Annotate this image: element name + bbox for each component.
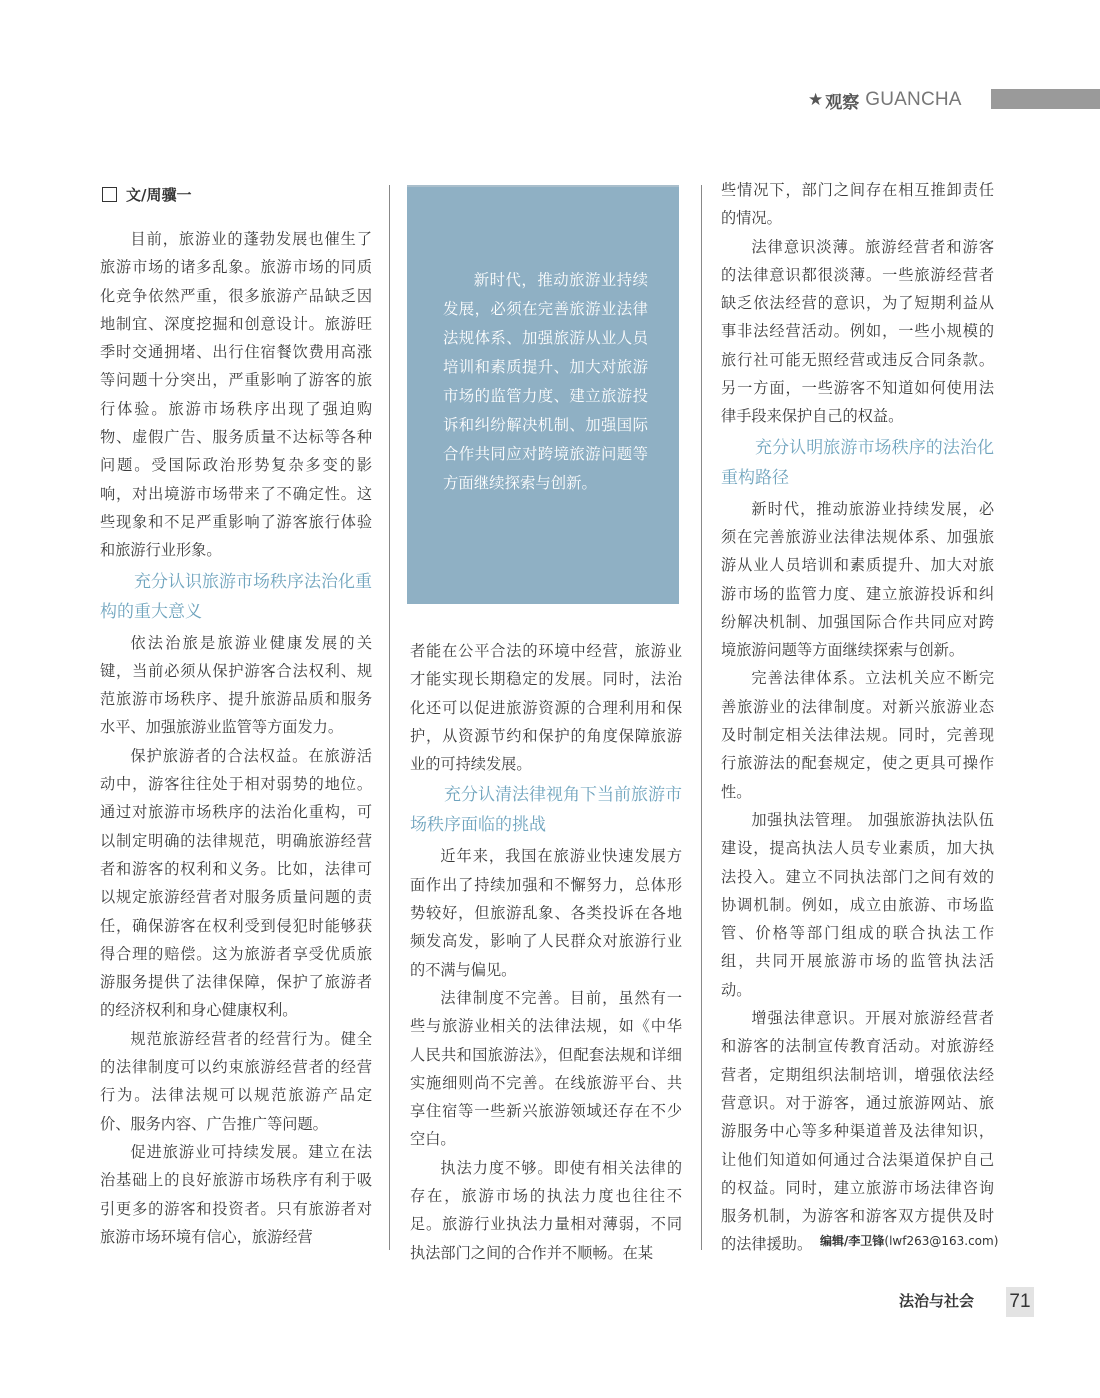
paragraph: 者能在公平合法的环境中经营，旅游业才能实现长期稳定的发展。同时，法治化还可以促进旅游资源的合理利用和保护，从资源节约和保护的角度保障旅游业的可持续发展。 xyxy=(410,642,682,774)
paragraph: 近年来，我国在旅游业快速发展方面作出了持续加强和不懈努力，总体形势较好，但旅游乱象、各类投诉在各地频发高发，影响了人民群众对旅游行业的不满与偏见。 xyxy=(410,847,682,979)
magazine-title: 法治与社会 xyxy=(899,1292,975,1310)
editor-credit xyxy=(820,1232,998,1249)
section-heading: 充分认清法律视角下当前旅游市场秩序面临的挑战 xyxy=(410,785,682,836)
editor-email: (lwf263@163.com) xyxy=(884,1234,999,1248)
paragraph: 促进旅游业可持续发展。建立在法治基础上的良好旅游市场秩序有利于吸引更多的游客和投资者。只有旅游者对旅游市场环境有信心，旅游经营 xyxy=(100,1142,372,1246)
paragraph: 些情况下，部门之间存在相互推卸责任的情况。 xyxy=(721,181,994,228)
section-heading: 充分认识旅游市场秩序法治化重构的重大意义 xyxy=(100,571,372,622)
column-2 xyxy=(410,637,682,1267)
paragraph: 完善法律体系。立法机关应不断完善旅游业的法律制度。对新兴旅游业态及时制定相关法律法规。同时，完善现行旅游法的配套规定，使之更具可操作性。 xyxy=(721,669,994,801)
column-divider xyxy=(701,185,702,1250)
paragraph: 规范旅游经营者的经营行为。健全的法律制度可以约束旅游经营者的经营行为。法律法规可以规范旅游产品定价、服务内容、广告推广等问题。 xyxy=(100,1029,372,1133)
header-bar xyxy=(991,89,1100,109)
paragraph: 依法治旅是旅游业健康发展的关键，当前必须从保护游客合法权利、规范旅游市场秩序、提升旅游品质和服务水平、加强旅游业监管等方面发力。 xyxy=(100,633,372,737)
paragraph: 加强执法管理。 加强旅游执法队伍建设，提高执法人员专业素质，加大执法投入。建立不同执法部门之间有效的协调机制。例如，成立由旅游、市场监管、价格等部门组成的联合执法工作组，共同开展旅游市场的监管执法活动。 xyxy=(721,810,994,999)
column-divider xyxy=(389,185,390,1250)
editor-name: 编辑/李卫锋 xyxy=(820,1234,885,1248)
section-title-cn: 观察 xyxy=(825,92,860,113)
star-icon: ★ xyxy=(808,90,824,110)
paragraph: 法律意识淡薄。旅游经营者和游客的法律意识都很淡薄。一些旅游经营者缺乏依法经营的意识，为了短期利益从事非法经营活动。例如，一些小规模的旅行社可能无照经营或违反合同条款。另一方面，一些游客不知道如何使用法律手段来保护自己的权益。 xyxy=(721,237,994,426)
column-1 xyxy=(100,225,372,1251)
paragraph: 新时代，推动旅游业持续发展，必须在完善旅游业法律法规体系、加强旅游从业人员培训和素质提升、加大对旅游市场的监管力度、建立旅游投诉和纠纷解决机制、加强国际合作共同应对跨境旅游问题等方面继续探索与创新。 xyxy=(721,499,994,660)
square-icon xyxy=(102,187,117,202)
byline xyxy=(102,184,191,205)
section-heading: 充分认明旅游市场秩序的法治化重构路径 xyxy=(721,437,994,488)
column-3 xyxy=(721,176,994,1259)
paragraph: 法律制度不完善。目前，虽然有一些与旅游业相关的法律法规，如《中华人民共和国旅游法》，但配套法规和详细实施细则尚不完善。在线旅游平台、共享住宿等一些新兴旅游领域还存在不少空白。 xyxy=(410,988,682,1149)
author: 文/周骥一 xyxy=(126,186,192,204)
paragraph: 执法力度不够。即使有相关法律的存在，旅游市场的执法力度也往往不足。旅游行业执法力量相对薄弱，不同执法部门之间的合作并不顺畅。在某 xyxy=(410,1158,682,1262)
section-header xyxy=(808,88,962,112)
paragraph: 增强法律意识。开展对旅游经营者和游客的法制宣传教育活动。对旅游经营者，定期组织法制培训，增强依法经营意识。对于游客，通过旅游网站、旅游服务中心等多种渠道普及法律知识，让他们知道如何通过合法渠道保护自己的权益。同时，建立旅游市场法律咨询服务机制，为游客和游客双方提供及时的法律援助。 xyxy=(721,1009,994,1254)
pull-quote-box xyxy=(407,185,679,604)
page-number: 71 xyxy=(1006,1287,1034,1317)
paragraph: 目前，旅游业的蓬勃发展也催生了旅游市场的诸多乱象。旅游市场的同质化竞争依然严重，很多旅游产品缺乏因地制宜、深度挖掘和创意设计。旅游旺季时交通拥堵、出行住宿餐饮费用高涨等问题十分突出，严重影响了游客的旅行体验。旅游市场秩序出现了强迫购物、虚假广告、服务质量不达标等各种问题。受国际政治形势复杂多变的影响，对出境游市场带来了不确定性。这些现象和不足严重影响了游客旅行体验和旅游行业形象。 xyxy=(100,230,372,560)
section-title-en: GUANCHA xyxy=(865,89,962,110)
pull-quote-text: 新时代，推动旅游业持续发展，必须在完善旅游业法律法规体系、加强旅游从业人员培训和素质提升、加大对旅游市场的监管力度、建立旅游投诉和纠纷解决机制、加强国际合作共同应对跨境旅游问题等方面继续探索与创新。 xyxy=(443,271,648,492)
paragraph: 保护旅游者的合法权益。在旅游活动中，游客往往处于相对弱势的地位。通过对旅游市场秩序的法治化重构，可以制定明确的法律规范，明确旅游经营者和游客的权利和义务。比如，法律可以规定旅游经营者对服务质量问题的责任，确保游客在权利受到侵犯时能够获得合理的赔偿。这为旅游者享受优质旅游服务提供了法律保障，保护了旅游者的经济权利和身心健康权利。 xyxy=(100,746,372,1020)
